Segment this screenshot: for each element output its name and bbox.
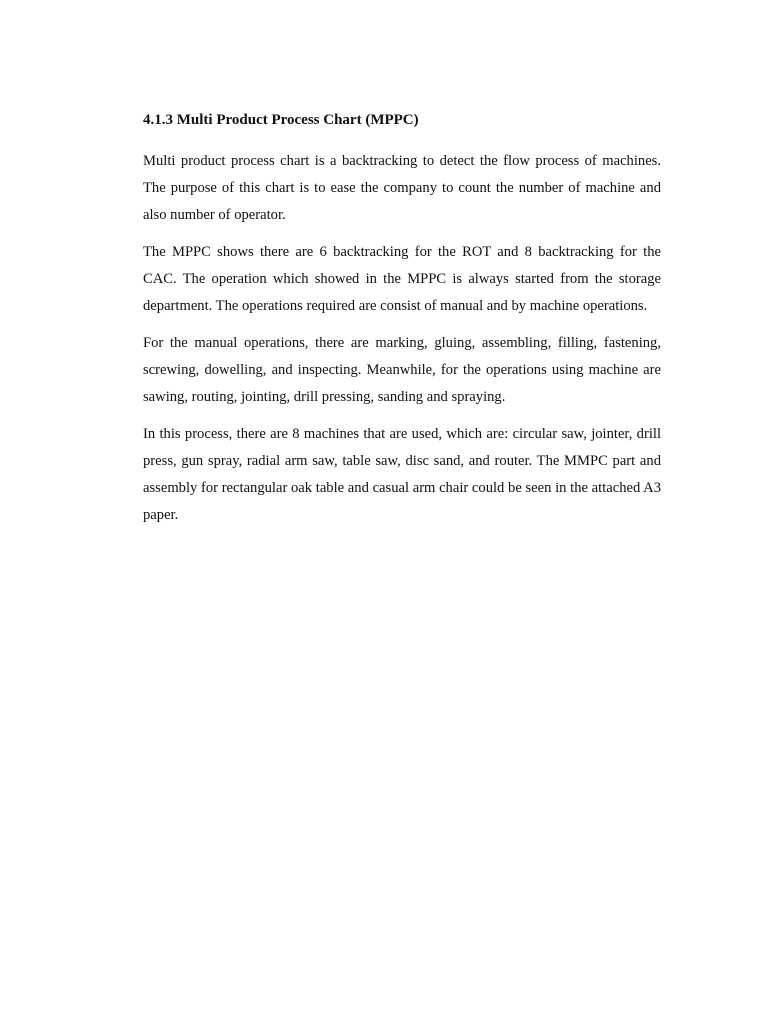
section-heading: 4.1.3 Multi Product Process Chart (MPPC) (143, 112, 419, 128)
paragraph-mppc-backtracking: The MPPC shows there are 6 backtracking for the ROT and 8 backtracking for the CAC. The operation which showed in the MPPC is always started from the storage department. The operations required are consist of manual and by machine operations. (143, 244, 661, 314)
paragraph-operations: For the manual operations, there are marking, gluing, assembling, filling, fastening, screwing, dowelling, and inspecting. Meanwhile, for the operations using machine are sawing, routing, jointing, drill pressing, sanding and spraying. (143, 335, 661, 405)
paragraph-machines: In this process, there are 8 machines that are used, which are: circular saw, jointer, drill press, gun spray, radial arm saw, table saw, disc sand, and router. The MMPC part and assembly for rectangular oak table and casual arm chair could be seen in the attached A3 paper. (143, 426, 661, 523)
paragraph-mppc-definition: Multi product process chart is a backtracking to detect the flow process of machines. The purpose of this chart is to ease the company to count the number of machine and also number of operator. (143, 153, 661, 223)
document-body (143, 107, 661, 539)
